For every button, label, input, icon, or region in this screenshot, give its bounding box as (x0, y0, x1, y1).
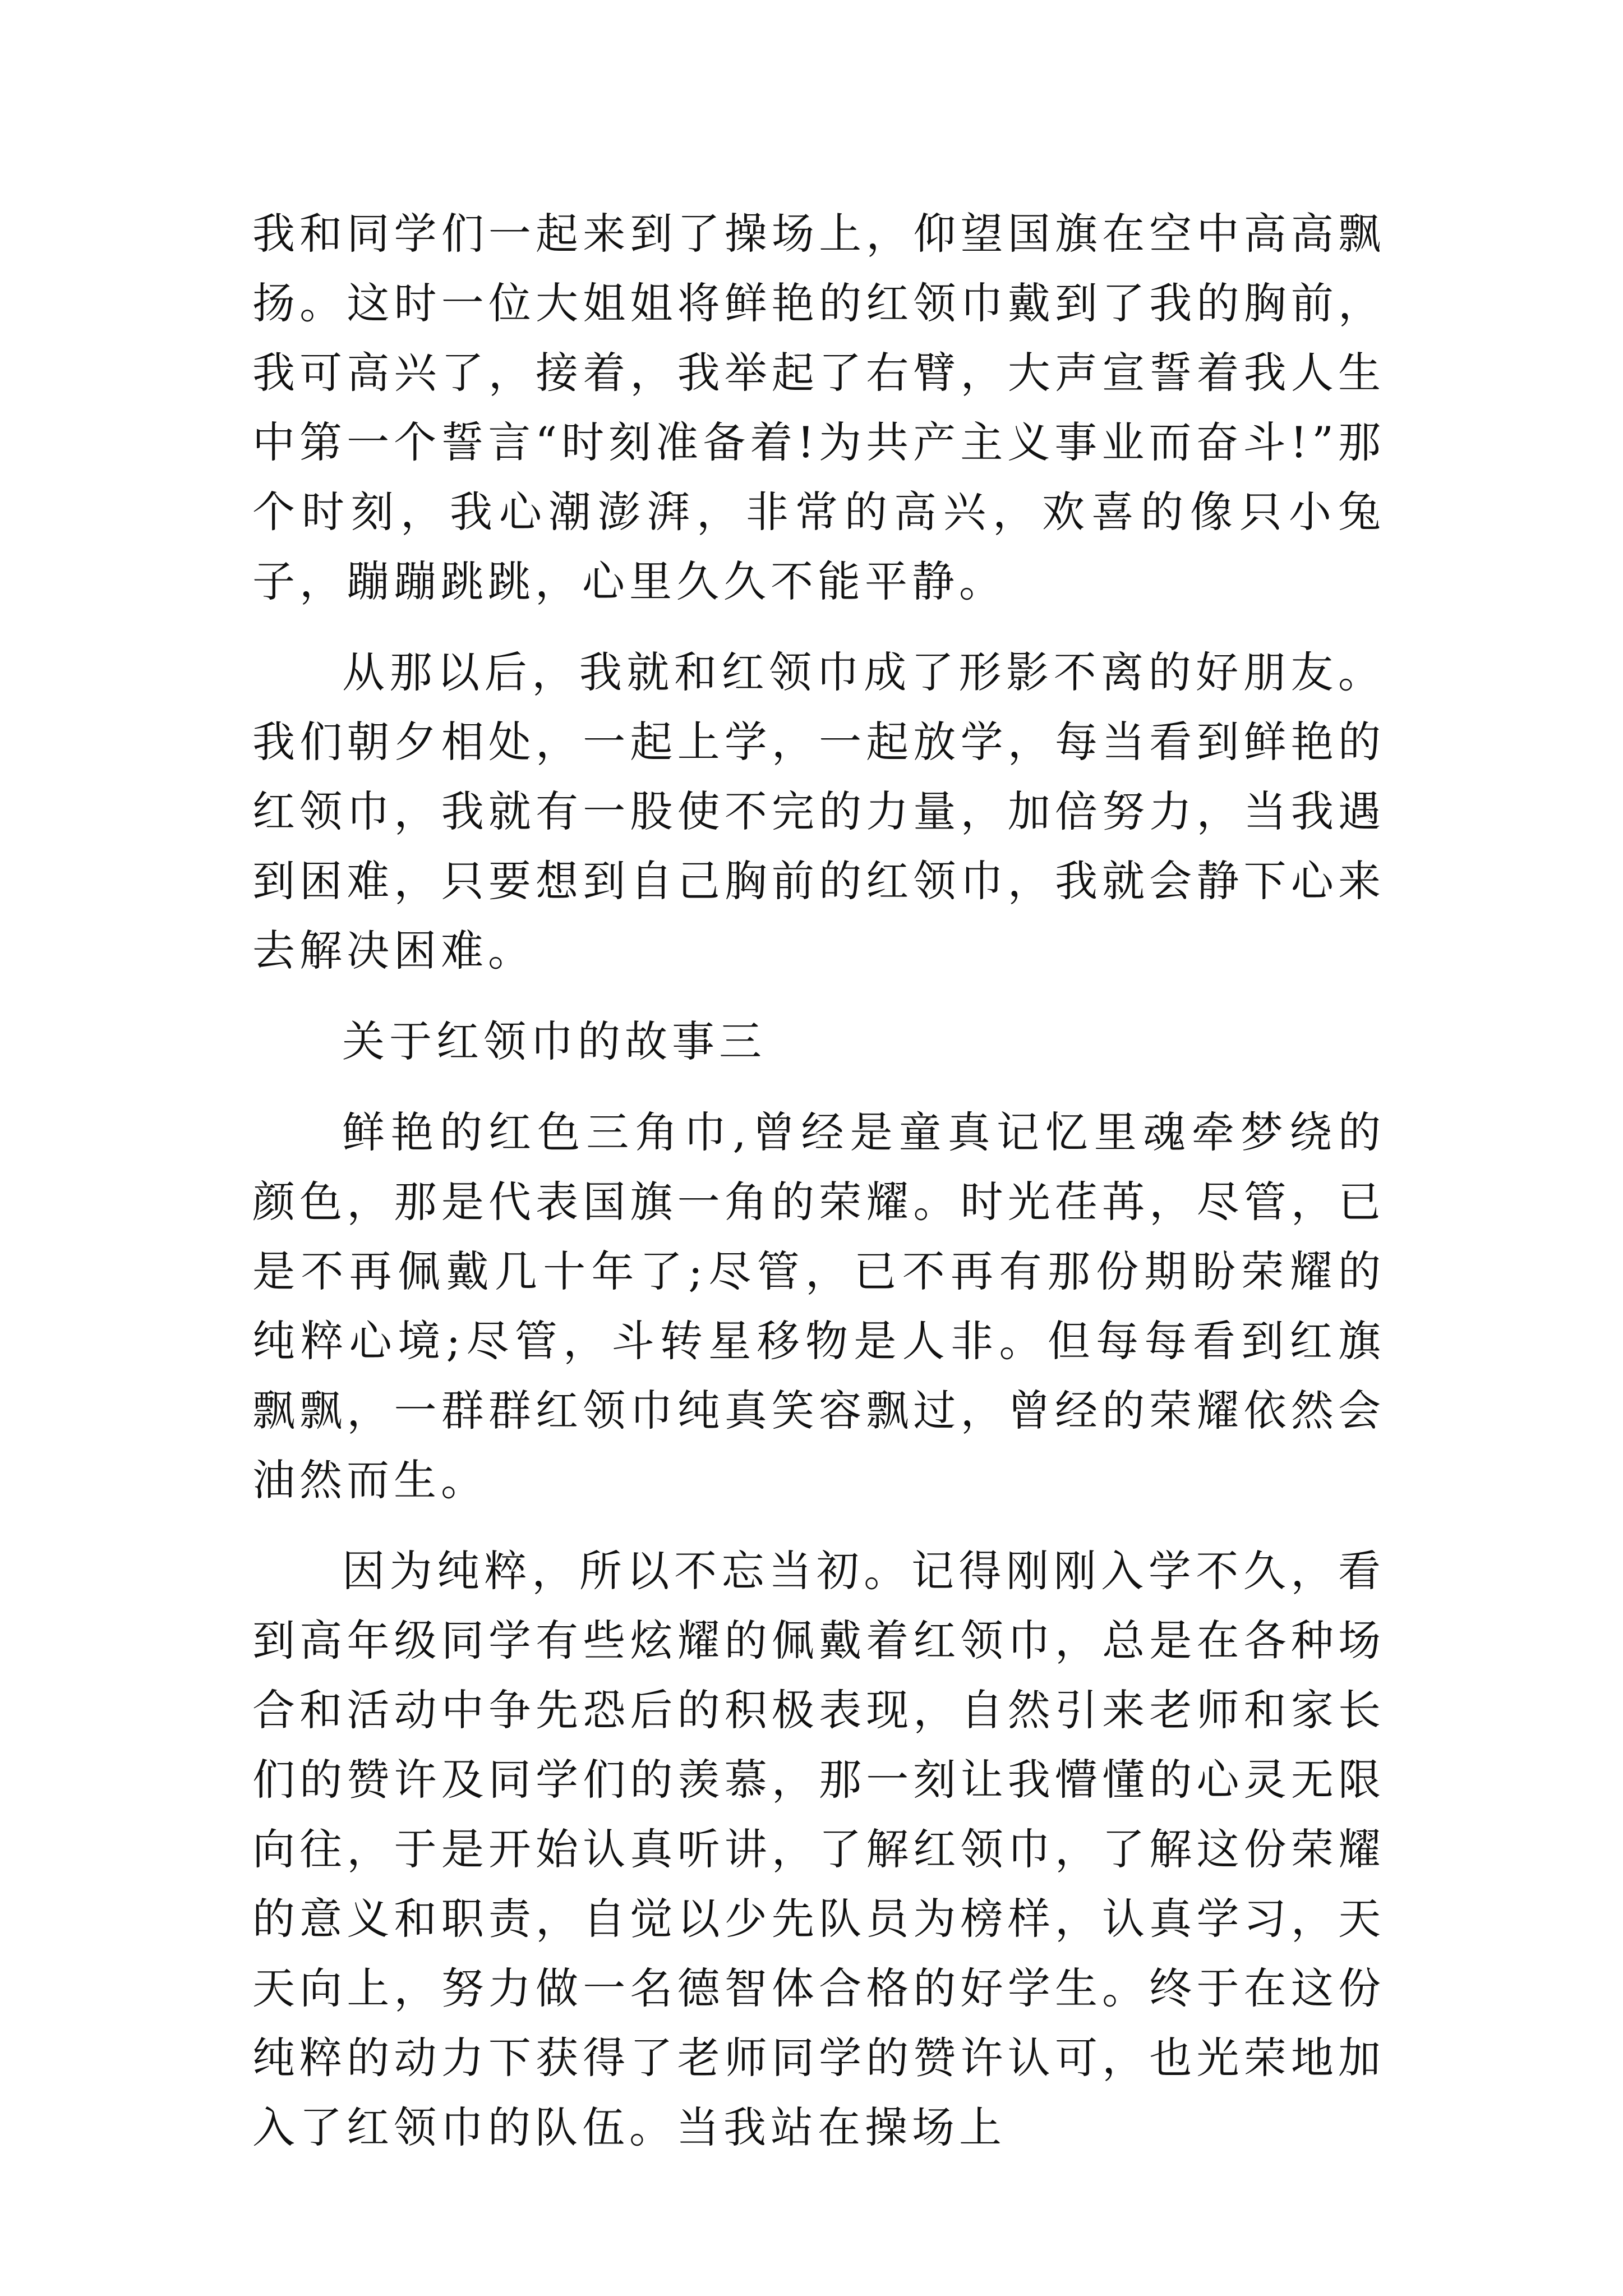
document-body (252, 199, 1385, 2162)
paragraph-continuation: 我和同学们一起来到了操场上，仰望国旗在空中高高飘扬。这时一位大姐姐将鲜艳的红领巾戴到了我的胸前，我可高兴了，接着，我举起了右臂，大声宣誓着我人生中第一个誓言“时刻准备着!为共产主义事业而奋斗!”那个时刻，我心潮澎湃，非常的高兴，欢喜的像只小兔子，蹦蹦跳跳，心里久久不能平静。 (252, 209, 1385, 606)
paragraph: 从那以后，我就和红领巾成了形影不离的好朋友。我们朝夕相处，一起上学，一起放学，每当看到鲜艳的红领巾，我就有一股使不完的力量，加倍努力，当我遇到困难，只要想到自己胸前的红领巾，我就会静下心来去解决困难。 (252, 647, 1385, 976)
paragraph: 因为纯粹，所以不忘当初。记得刚刚入学不久，看到高年级同学有些炫耀的佩戴着红领巾，总是在各种场合和活动中争先恐后的积极表现，自然引来老师和家长们的赞许及同学们的羡慕，那一刻让我懵懂的心灵无限向往，于是开始认真听讲，了解红领巾，了解这份荣耀的意义和职责，自觉以少先队员为榜样，认真学习，天天向上，努力做一名德智体合格的好学生。终于在这份纯粹的动力下获得了老师同学的赞许认可，也光荣地加入了红领巾的队伍。当我站在操场上 (252, 1546, 1385, 2152)
section-heading: 关于红领巾的故事三 (342, 1016, 766, 1066)
paragraph: 鲜艳的红色三角巾,曾经是童真记忆里魂牵梦绕的颜色，那是代表国旗一角的荣耀。时光荏苒，尽管，已是不再佩戴几十年了;尽管，已不再有那份期盼荣耀的纯粹心境;尽管，斗转星移物是人非。但每每看到红旗飘飘，一群群红领巾纯真笑容飘过，曾经的荣耀依然会油然而生。 (252, 1107, 1385, 1505)
